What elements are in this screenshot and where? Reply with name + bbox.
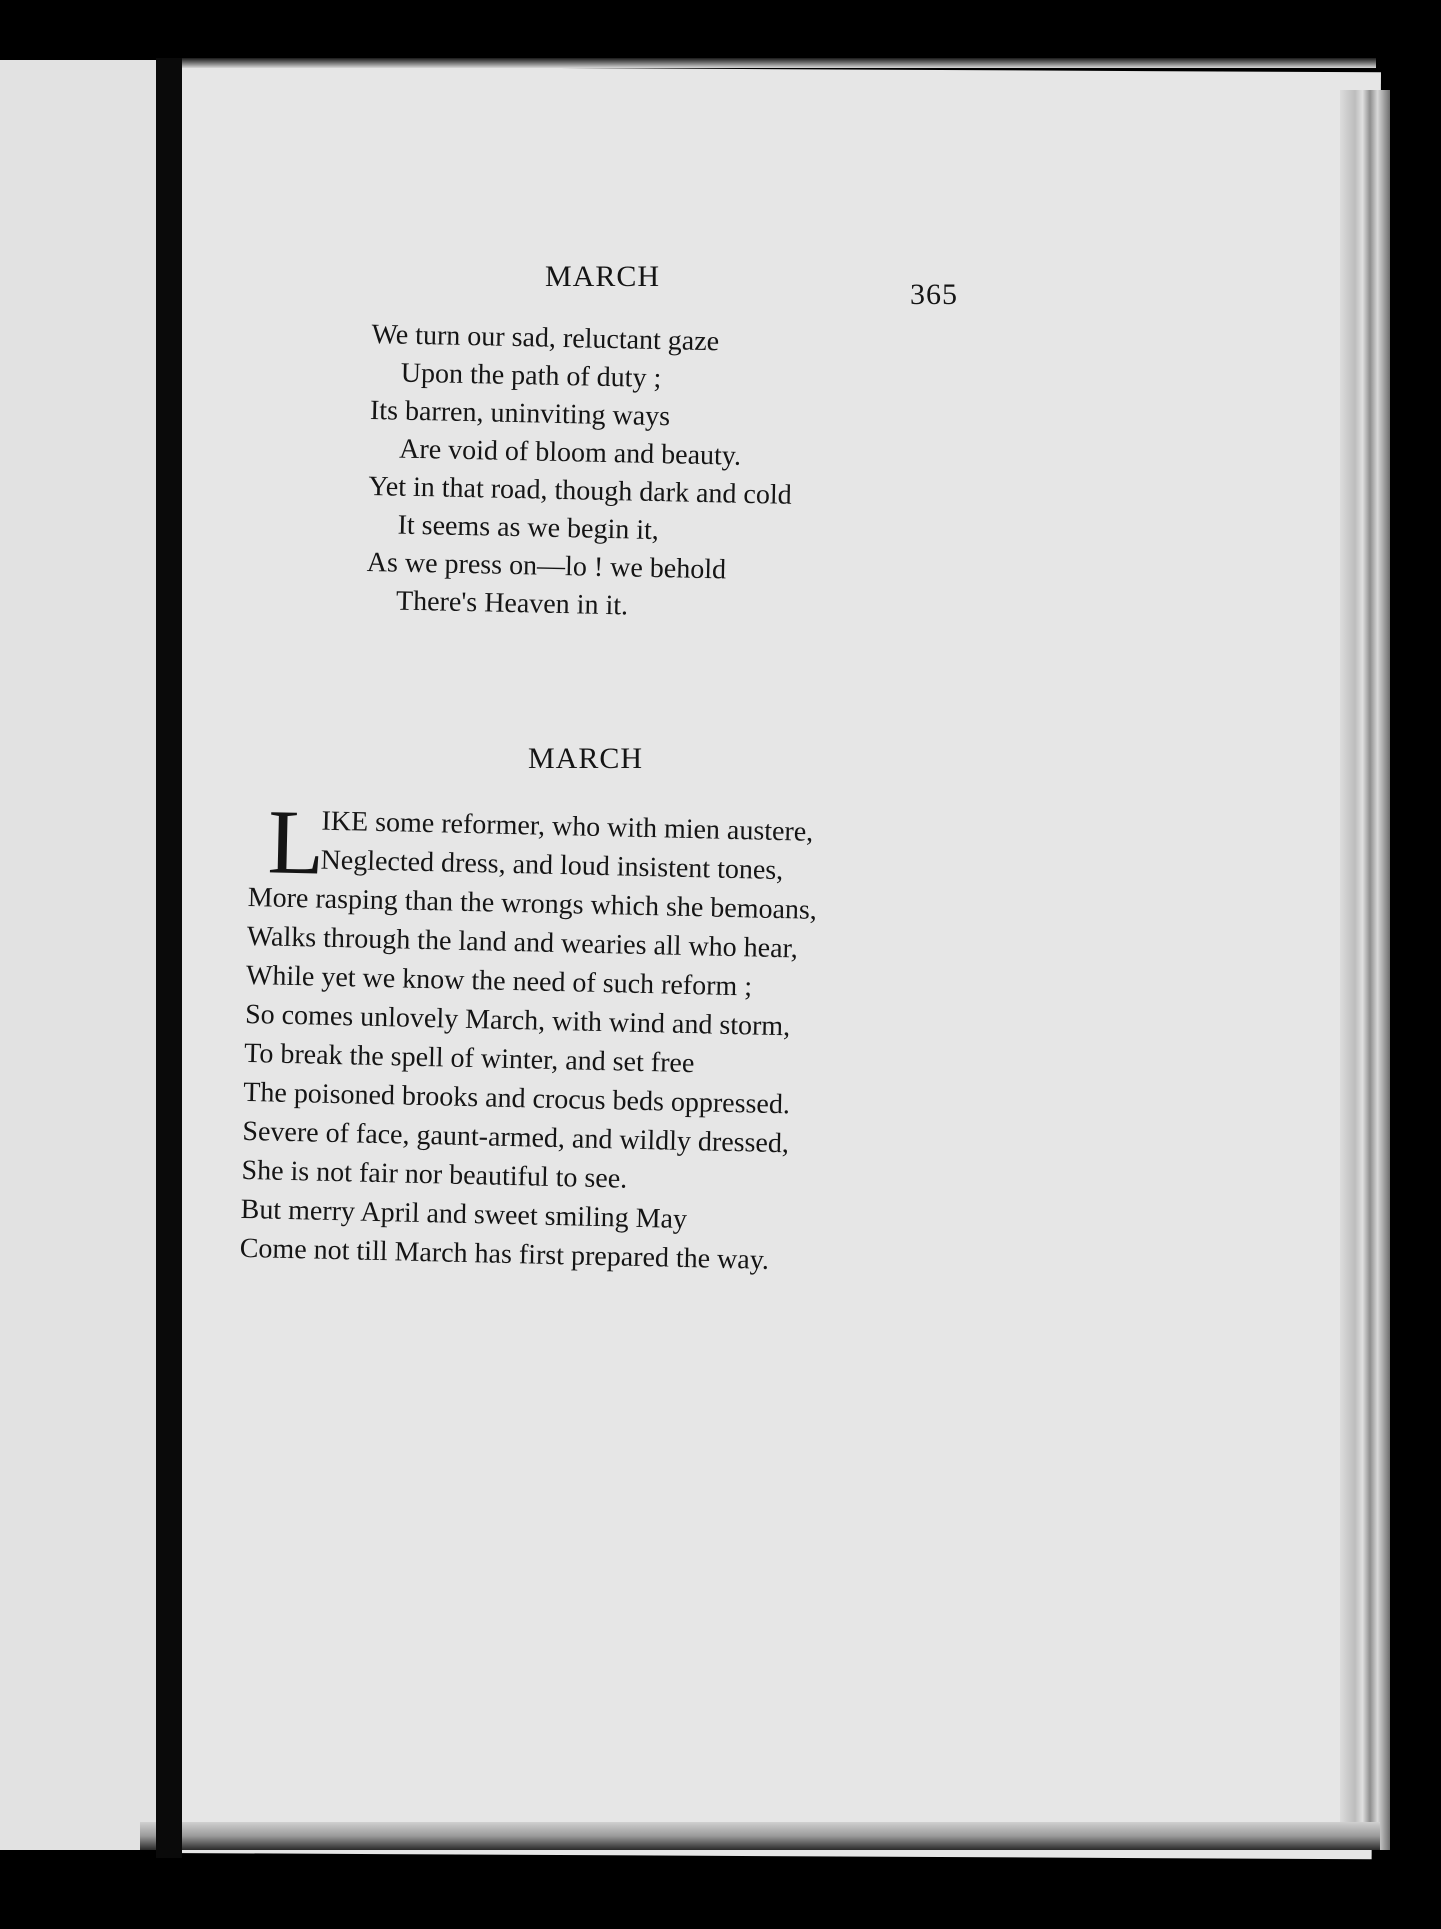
poem-1-body (366, 316, 796, 629)
poem-line: Its barren, uninviting ways (369, 394, 671, 433)
poem-line: Neglected dress, and loud insistent tones, (320, 844, 784, 887)
drop-cap: L (266, 790, 326, 894)
poem-line: IKE some reformer, who with mien austere, (321, 805, 814, 848)
poem-line: Upon the path of duty ; (400, 357, 662, 395)
poem-line: There's Heaven in it. (395, 585, 629, 622)
poem-line: But merry April and sweet smiling May (240, 1193, 688, 1236)
poem-line: As we press on—lo ! we behold (366, 546, 727, 586)
poem-line: The poisoned brooks and crocus beds oppressed. (243, 1076, 791, 1121)
poem-line: Yet in that road, though dark and cold (368, 470, 792, 511)
page-edge-stack (1340, 90, 1390, 1850)
facing-page (0, 60, 158, 1850)
poem-2-title: MARCH (528, 742, 644, 775)
poem-1-title: MARCH (545, 260, 661, 293)
book-gutter (156, 58, 182, 1858)
page-bottom-edge (140, 1822, 1380, 1850)
poem-line: So comes unlovely March, with wind and storm, (244, 998, 791, 1043)
poem-line: Are void of bloom and beauty. (398, 433, 742, 472)
poem-2-body (239, 800, 819, 1281)
poem-line: We turn our sad, reluctant gaze (371, 318, 720, 358)
poem-line: She is not fair nor beautiful to see. (241, 1154, 628, 1195)
page-top-edge (176, 58, 1376, 68)
poem-line: Come not till March has first prepared the way. (239, 1232, 770, 1276)
poem-line: To break the spell of winter, and set free (243, 1037, 695, 1080)
poem-line: More rasping than the wrongs which she bemoans, (247, 881, 818, 926)
page-number: 365 (910, 278, 958, 311)
poem-line: It seems as we begin it, (397, 509, 660, 547)
poem-line: Walks through the land and wearies all who hear, (246, 920, 799, 965)
poem-line: Severe of face, gaunt-armed, and wildly dressed, (242, 1115, 790, 1160)
poem-line: While yet we know the need of such reform ; (245, 959, 753, 1003)
